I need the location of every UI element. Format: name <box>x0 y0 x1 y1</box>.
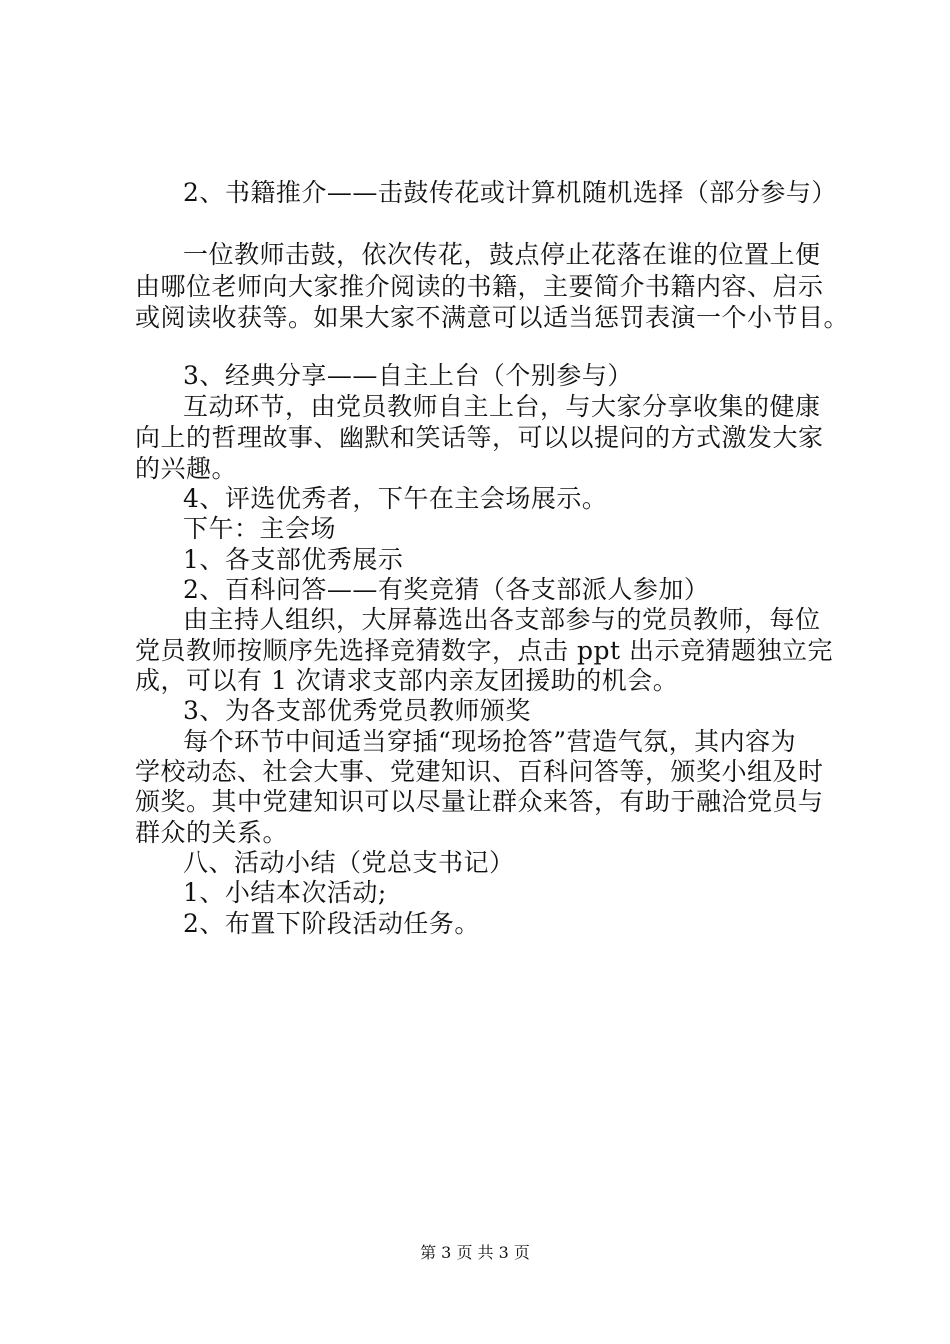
paragraph-line: 群众的关系。 <box>135 818 289 847</box>
list-item: 2、布置下阶段活动任务。 <box>183 909 480 938</box>
list-item: 1、各支部优秀展示 <box>183 545 404 574</box>
heading-classic-share: 3、经典分享——自主上台（个别参与） <box>183 361 633 390</box>
paragraph-line: 党员教师按顺序先选择竞猜数字，点击 ppt 出示竞猜题独立完 <box>135 636 833 665</box>
paragraph-line: 成，可以有 1 次请求支部内亲友团援助的机会。 <box>135 666 679 695</box>
paragraph-line: 学校动态、社会大事、党建知识、百科问答等，颁奖小组及时 <box>135 757 824 786</box>
paragraph-line: 颁奖。其中党建知识可以尽量让群众来答，有助于融洽党员与 <box>135 787 824 816</box>
paragraph-line: 的兴趣。 <box>135 454 238 483</box>
paragraph-line: 或阅读收获等。如果大家不满意可以适当惩罚表演一个小节目。 <box>135 303 850 332</box>
heading-book-recommend: 2、书籍推介——击鼓传花或计算机随机选择（部分参与） <box>183 178 837 207</box>
list-item: 1、小结本次活动; <box>183 878 387 907</box>
heading-afternoon: 下午：主会场 <box>183 514 337 543</box>
paragraph-line: 由主持人组织，大屏幕选出各支部参与的党员教师，每位 <box>183 605 821 634</box>
paragraph-line: 由哪位老师向大家推介阅读的书籍，主要简介书籍内容、启示 <box>135 272 824 301</box>
page-number-footer: 第 3 页 共 3 页 <box>420 1243 530 1262</box>
paragraph-line: 每个环节中间适当穿插“现场抢答”营造气氛，其内容为 <box>183 727 797 756</box>
heading-award: 3、为各支部优秀党员教师颁奖 <box>183 696 531 725</box>
paragraph-line: 向上的哲理故事、幽默和笑话等，可以以提问的方式激发大家 <box>135 423 824 452</box>
paragraph-line: 互动环节，由党员教师自主上台，与大家分享收集的健康 <box>183 392 821 421</box>
heading-summary: 八、活动小结（党总支书记） <box>183 848 515 877</box>
heading-select-excellent: 4、评选优秀者，下午在主会场展示。 <box>183 484 608 513</box>
heading-quiz: 2、百科问答——有奖竞猜（各支部派人参加） <box>183 575 710 604</box>
paragraph-line: 一位教师击鼓，依次传花，鼓点停止花落在谁的位置上便 <box>183 240 821 269</box>
